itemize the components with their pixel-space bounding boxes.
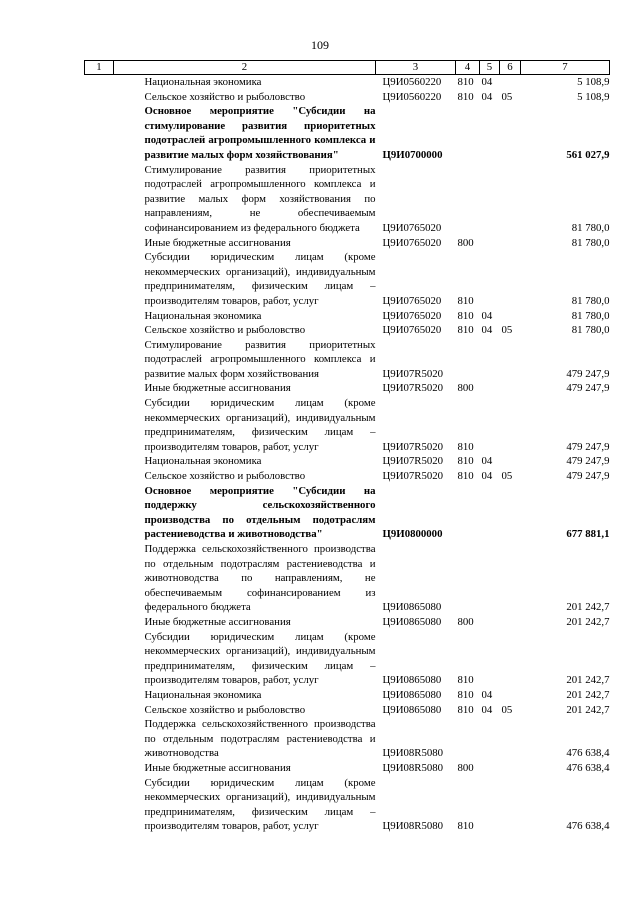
table-row xyxy=(85,309,610,324)
row-amount-cell: 201 242,7 xyxy=(566,688,610,701)
row-number-cell xyxy=(85,615,114,630)
row-vr-cell xyxy=(456,542,480,615)
row-rz-cell xyxy=(480,396,500,454)
row-pr-cell: 05 xyxy=(501,703,513,716)
table-row xyxy=(85,761,610,776)
row-name-cell: Сельское хозяйство и рыболовство xyxy=(144,470,306,483)
table-row xyxy=(85,338,610,382)
row-pr-cell xyxy=(500,309,521,324)
row-vr-cell: 800 xyxy=(457,615,474,628)
row-pr-cell xyxy=(500,761,521,776)
row-vr-cell: 810 xyxy=(457,455,474,468)
row-name-cell: Субсидии юридическим лицам (кроме некоммерческих организаций), индивидуальным предпринимателям, физическим лицам – производителям товаров, работ, услуг xyxy=(144,776,376,833)
table-row xyxy=(85,688,610,703)
row-code-cell: Ц9И0765020 xyxy=(382,294,442,307)
row-code-cell: Ц9И07R5020 xyxy=(382,440,444,453)
row-vr-cell: 810 xyxy=(457,703,474,716)
row-vr-cell: 800 xyxy=(457,761,474,774)
row-number-cell xyxy=(85,688,114,703)
row-code-cell: Ц9И0865080 xyxy=(382,674,442,687)
row-vr-cell: 810 xyxy=(457,820,474,833)
table-row xyxy=(85,323,610,338)
table-row xyxy=(85,717,610,761)
table-row xyxy=(85,396,610,454)
row-pr-cell xyxy=(500,104,521,162)
row-pr-cell: 05 xyxy=(501,324,513,337)
column-header: 3 xyxy=(376,61,456,75)
row-pr-cell xyxy=(500,688,521,703)
row-vr-cell: 810 xyxy=(457,90,474,103)
row-number-cell xyxy=(85,309,114,324)
row-vr-cell: 800 xyxy=(457,236,474,249)
row-number-cell xyxy=(85,396,114,454)
row-code-cell: Ц9И0865080 xyxy=(382,615,442,628)
row-number-cell xyxy=(85,236,114,251)
row-code-cell: Ц9И0765020 xyxy=(382,324,442,337)
table-row xyxy=(85,163,610,236)
row-vr-cell: 810 xyxy=(457,470,474,483)
table-row xyxy=(85,615,610,630)
row-vr-cell: 800 xyxy=(457,382,474,395)
row-pr-cell xyxy=(500,236,521,251)
row-rz-cell xyxy=(480,381,500,396)
row-name-cell: Сельское хозяйство и рыболовство xyxy=(144,324,306,337)
column-header: 2 xyxy=(114,61,376,75)
column-header: 1 xyxy=(85,61,114,75)
row-vr-cell xyxy=(456,484,480,542)
row-number-cell xyxy=(85,163,114,236)
row-rz-cell: 04 xyxy=(481,309,493,322)
row-vr-cell: 810 xyxy=(457,309,474,322)
table-row xyxy=(85,469,610,484)
row-amount-cell: 81 780,0 xyxy=(571,221,610,234)
table-row xyxy=(85,75,610,90)
table-row xyxy=(85,776,610,834)
row-code-cell: Ц9И0560220 xyxy=(382,90,442,103)
row-vr-cell: 810 xyxy=(457,294,474,307)
row-amount-cell: 81 780,0 xyxy=(571,236,610,249)
row-code-cell: Ц9И08R5080 xyxy=(382,820,444,833)
row-rz-cell xyxy=(480,338,500,382)
row-number-cell xyxy=(85,761,114,776)
row-pr-cell xyxy=(500,163,521,236)
row-amount-cell: 479 247,9 xyxy=(566,382,610,395)
row-code-cell: Ц9И0560220 xyxy=(382,76,442,88)
row-rz-cell: 04 xyxy=(481,76,493,88)
table-row xyxy=(85,703,610,718)
row-amount-cell: 201 242,7 xyxy=(566,615,610,628)
row-code-cell: Ц9И0765020 xyxy=(382,236,442,249)
row-name-cell: Национальная экономика xyxy=(144,76,262,88)
column-header: 5 xyxy=(480,61,500,75)
table-row xyxy=(85,542,610,615)
table-row xyxy=(85,630,610,688)
row-amount-cell: 677 881,1 xyxy=(566,528,610,541)
row-rz-cell xyxy=(480,484,500,542)
row-name-cell: Иные бюджетные ассигнования xyxy=(144,761,291,774)
row-code-cell: Ц9И0700000 xyxy=(382,148,443,161)
row-amount-cell: 5 108,9 xyxy=(577,76,610,88)
row-rz-cell xyxy=(480,761,500,776)
row-rz-cell xyxy=(480,250,500,308)
row-rz-cell: 04 xyxy=(481,688,493,701)
row-code-cell: Ц9И0800000 xyxy=(382,528,443,541)
row-pr-cell xyxy=(500,338,521,382)
row-amount-cell: 479 247,9 xyxy=(566,367,610,380)
row-amount-cell: 201 242,7 xyxy=(566,703,610,716)
table-row xyxy=(85,236,610,251)
row-code-cell: Ц9И0865080 xyxy=(382,703,442,716)
row-code-cell: Ц9И0765020 xyxy=(382,309,442,322)
row-vr-cell xyxy=(456,717,480,761)
row-pr-cell: 05 xyxy=(501,90,513,103)
row-pr-cell xyxy=(500,396,521,454)
row-code-cell: Ц9И07R5020 xyxy=(382,382,444,395)
row-name-cell: Национальная экономика xyxy=(144,688,262,701)
row-amount-cell: 5 108,9 xyxy=(577,90,610,103)
row-vr-cell: 810 xyxy=(457,688,474,701)
row-rz-cell: 04 xyxy=(481,324,493,337)
row-rz-cell xyxy=(480,717,500,761)
row-amount-cell: 476 638,4 xyxy=(566,761,610,774)
row-pr-cell xyxy=(500,381,521,396)
row-number-cell xyxy=(85,381,114,396)
row-number-cell xyxy=(85,75,114,90)
row-vr-cell xyxy=(456,104,480,162)
row-name-cell: Поддержка сельскохозяйственного производства по отдельным подотраслям растениеводства и животноводства по направлениям, не обеспечиваемым софинансированием из федерального бюджета xyxy=(144,543,376,614)
row-rz-cell xyxy=(480,776,500,834)
row-name-cell: Основное мероприятие "Субсидии на стимулирование развития приоритетных подотраслей агропромышленного комплекса и развитие малых форм хозяйствования" xyxy=(144,105,376,161)
row-vr-cell: 810 xyxy=(457,674,474,687)
table-row xyxy=(85,454,610,469)
row-pr-cell xyxy=(500,542,521,615)
row-number-cell xyxy=(85,703,114,718)
row-amount-cell: 561 027,9 xyxy=(566,148,610,161)
row-number-cell xyxy=(85,90,114,105)
row-pr-cell: 05 xyxy=(501,470,513,483)
table-row xyxy=(85,90,610,105)
row-rz-cell: 04 xyxy=(481,455,493,468)
row-rz-cell xyxy=(480,236,500,251)
row-amount-cell: 201 242,7 xyxy=(566,601,610,614)
row-number-cell xyxy=(85,630,114,688)
row-name-cell: Субсидии юридическим лицам (кроме некоммерческих организаций), индивидуальным предпринимателям, физическим лицам – производителям товаров, работ, услуг xyxy=(144,630,376,687)
row-name-cell: Иные бюджетные ассигнования xyxy=(144,382,291,395)
row-rz-cell xyxy=(480,542,500,615)
row-code-cell: Ц9И08R5080 xyxy=(382,761,444,774)
row-number-cell xyxy=(85,323,114,338)
row-name-cell: Иные бюджетные ассигнования xyxy=(144,615,291,628)
row-number-cell xyxy=(85,104,114,162)
row-vr-cell: 810 xyxy=(457,440,474,453)
row-pr-cell xyxy=(500,615,521,630)
row-vr-cell xyxy=(456,338,480,382)
row-rz-cell xyxy=(480,104,500,162)
row-number-cell xyxy=(85,717,114,761)
row-rz-cell xyxy=(480,615,500,630)
row-code-cell: Ц9И07R5020 xyxy=(382,470,444,483)
row-rz-cell: 04 xyxy=(481,470,493,483)
budget-table xyxy=(84,60,610,834)
row-rz-cell: 04 xyxy=(481,90,493,103)
row-number-cell xyxy=(85,776,114,834)
row-vr-cell: 810 xyxy=(457,76,474,88)
row-name-cell: Поддержка сельскохозяйственного производства по отдельным подотраслям растениеводства и животноводства xyxy=(144,718,376,760)
row-amount-cell: 479 247,9 xyxy=(566,440,610,453)
row-name-cell: Стимулирование развития приоритетных подотраслей агропромышленного комплекса и развитие малых форм хозяйствования xyxy=(144,338,376,380)
row-name-cell: Иные бюджетные ассигнования xyxy=(144,236,291,249)
row-amount-cell: 81 780,0 xyxy=(571,294,610,307)
row-pr-cell xyxy=(500,630,521,688)
row-pr-cell xyxy=(500,776,521,834)
row-name-cell: Основное мероприятие "Субсидии на поддержку сельскохозяйственного производства по отдельным подотраслям растениеводства и животноводства" xyxy=(144,484,376,541)
row-number-cell xyxy=(85,338,114,382)
table-body xyxy=(85,75,610,834)
row-name-cell: Сельское хозяйство и рыболовство xyxy=(144,703,306,716)
row-name-cell: Национальная экономика xyxy=(144,455,262,468)
row-code-cell: Ц9И07R5020 xyxy=(382,367,444,380)
row-rz-cell xyxy=(480,163,500,236)
row-amount-cell: 476 638,4 xyxy=(566,747,610,760)
row-amount-cell: 476 638,4 xyxy=(566,820,610,833)
column-header: 6 xyxy=(500,61,521,75)
column-header: 7 xyxy=(521,61,610,75)
column-header: 4 xyxy=(456,61,480,75)
row-name-cell: Субсидии юридическим лицам (кроме некоммерческих организаций), индивидуальным предпринимателям, физическим лицам – производителям товаров, работ, услуг xyxy=(144,251,376,307)
row-code-cell: Ц9И0865080 xyxy=(382,688,442,701)
row-code-cell: Ц9И07R5020 xyxy=(382,455,444,468)
row-amount-cell: 81 780,0 xyxy=(571,309,610,322)
row-name-cell: Субсидии юридическим лицам (кроме некоммерческих организаций), индивидуальным предпринимателям, физическим лицам – производителям товаров, работ, услуг xyxy=(144,397,376,453)
row-number-cell xyxy=(85,250,114,308)
page-number: 109 xyxy=(311,38,329,52)
row-amount-cell: 479 247,9 xyxy=(566,470,610,483)
table-row xyxy=(85,381,610,396)
row-name-cell: Национальная экономика xyxy=(144,309,262,322)
row-amount-cell: 479 247,9 xyxy=(566,455,610,468)
row-number-cell xyxy=(85,484,114,542)
row-pr-cell xyxy=(500,717,521,761)
row-vr-cell: 810 xyxy=(457,324,474,337)
row-number-cell xyxy=(85,542,114,615)
table-row xyxy=(85,250,610,308)
row-number-cell xyxy=(85,469,114,484)
row-number-cell xyxy=(85,454,114,469)
table-header-row xyxy=(85,61,610,75)
row-rz-cell xyxy=(480,630,500,688)
table-row xyxy=(85,104,610,162)
row-pr-cell xyxy=(500,454,521,469)
row-code-cell: Ц9И0765020 xyxy=(382,221,442,234)
row-amount-cell: 81 780,0 xyxy=(571,324,610,337)
row-pr-cell xyxy=(500,250,521,308)
table-row xyxy=(85,484,610,542)
row-rz-cell: 04 xyxy=(481,703,493,716)
row-name-cell: Стимулирование развития приоритетных подотраслей агропромышленного комплекса и развитие малых форм хозяйствования по направлениям, не обеспечиваемым софинансированием из федерального бюджета xyxy=(144,163,376,234)
row-name-cell: Сельское хозяйство и рыболовство xyxy=(144,90,306,103)
row-code-cell: Ц9И08R5080 xyxy=(382,747,444,760)
row-vr-cell xyxy=(456,163,480,236)
row-pr-cell xyxy=(500,484,521,542)
row-pr-cell xyxy=(500,75,521,90)
row-amount-cell: 201 242,7 xyxy=(566,674,610,687)
row-code-cell: Ц9И0865080 xyxy=(382,601,442,614)
